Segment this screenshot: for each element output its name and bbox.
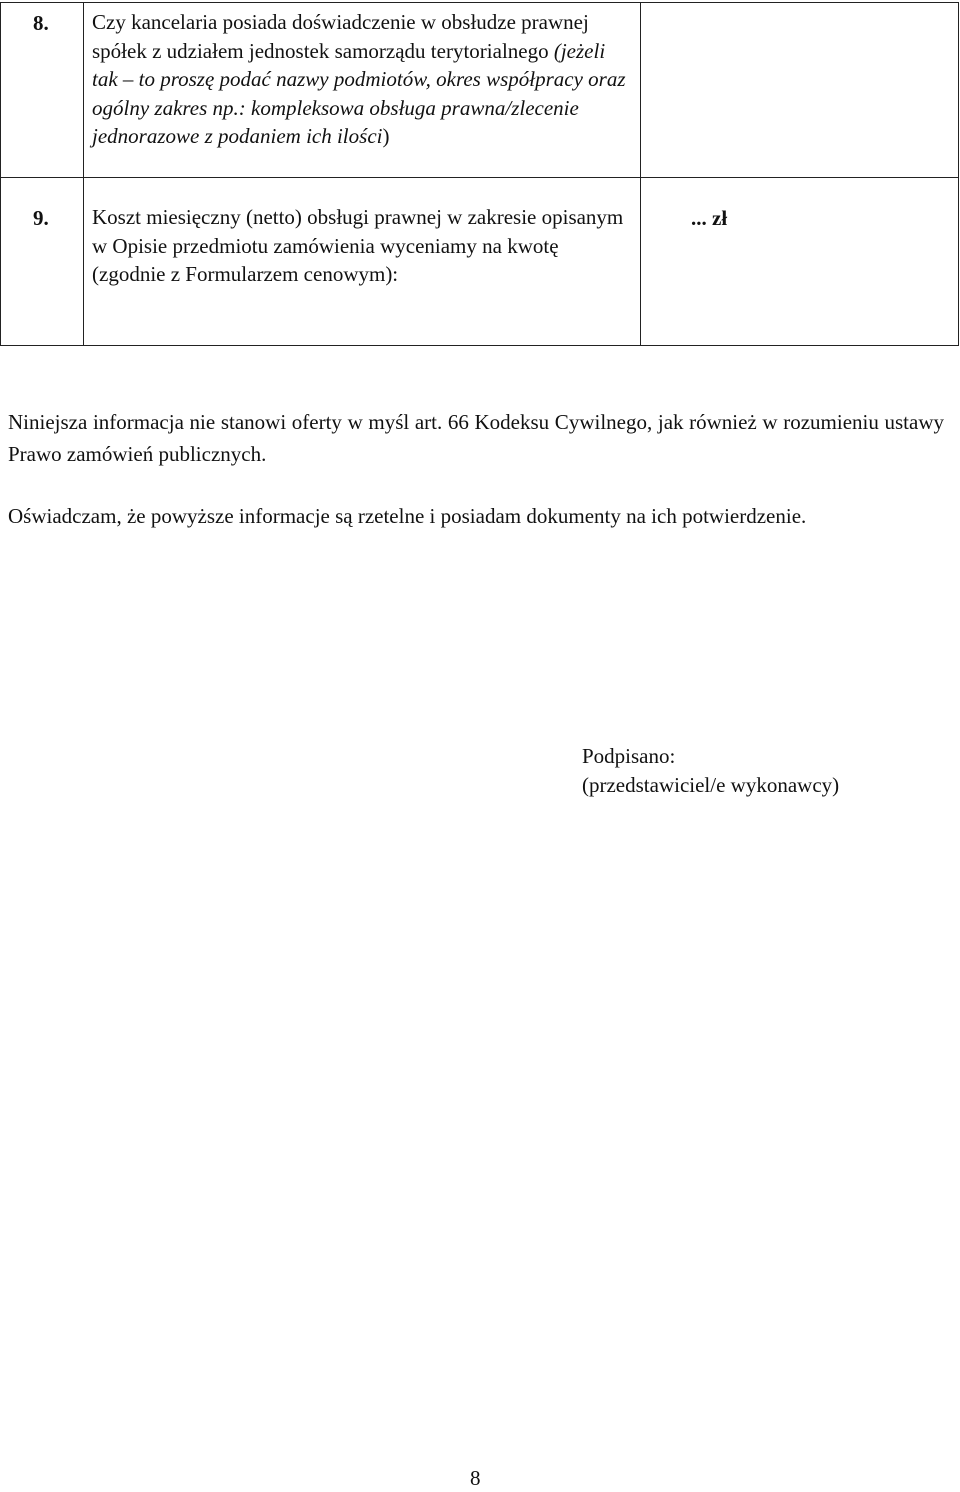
signature-label: Podpisano: bbox=[582, 744, 676, 768]
table-row bbox=[1, 178, 959, 346]
question-part-italic: (jeżeli tak – to proszę podać nazwy podmiotów, okres współpracy oraz ogólny zakres np.: kompleksowa obsługa prawna/zlecenie jednorazowe z podaniem ich ilości bbox=[92, 38, 626, 148]
declaration-paragraph: Oświadczam, że powyższe informacje są rzetelne i posiadam dokumenty na ich potwierdzenie. bbox=[8, 504, 807, 528]
row-number: 8. bbox=[1, 3, 84, 178]
answer-field[interactable]: ... zł bbox=[641, 178, 959, 346]
questionnaire-table bbox=[0, 2, 959, 346]
signature-block bbox=[582, 742, 839, 800]
question-part: ) bbox=[382, 124, 390, 148]
row-number: 9. bbox=[1, 178, 84, 346]
question-text bbox=[84, 178, 641, 346]
table-row bbox=[1, 3, 959, 178]
info-paragraph: Niniejsza informacja nie stanowi oferty w myśl art. 66 Kodeksu Cywilnego, jak również w rozumieniu ustawy Prawo zamówień publicznych. bbox=[8, 410, 944, 466]
signature-role: (przedstawiciel/e wykonawcy) bbox=[582, 773, 840, 797]
question-text bbox=[84, 3, 641, 178]
answer-field[interactable] bbox=[641, 3, 959, 178]
question-part: Czy kancelaria posiada doświadczenie w obsłudze prawnej spółek z udziałem jednostek samorządu terytorialnego bbox=[92, 10, 589, 63]
page-number: 8 bbox=[470, 1466, 481, 1490]
question-part: Koszt miesięczny (netto) obsługi prawnej w zakresie opisanym w Opisie przedmiotu zamówienia wyceniamy na kwotę (zgodnie z Formularzem cenowym): bbox=[92, 205, 624, 286]
